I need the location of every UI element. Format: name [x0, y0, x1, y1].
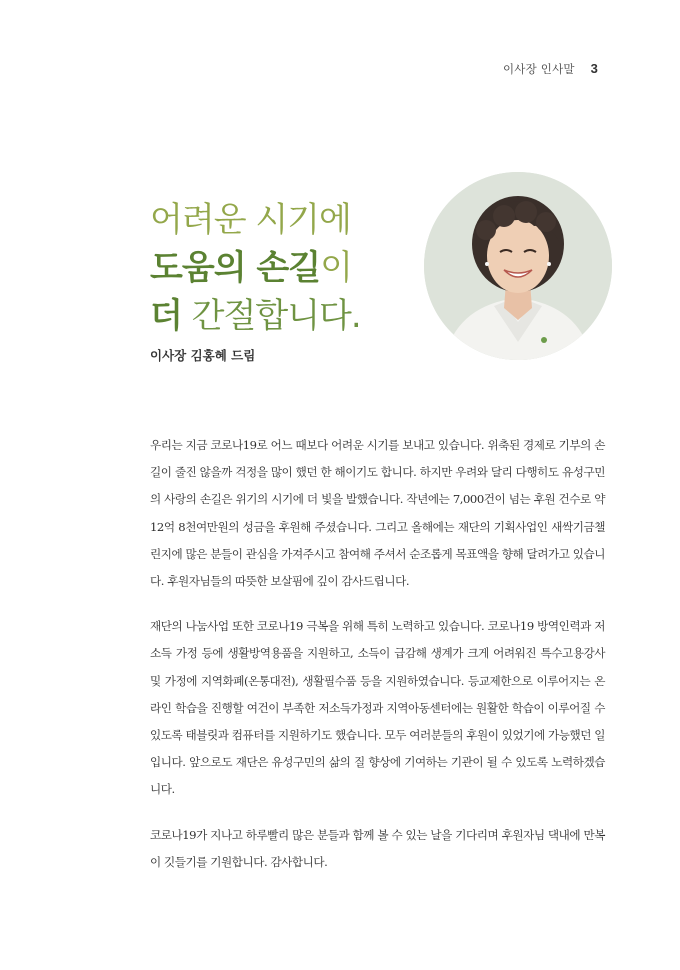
headline-line-1: 어려운 시기에	[150, 200, 351, 240]
headline-line-3	[150, 292, 361, 340]
signature: 이사장 김홍혜 드림	[150, 348, 256, 363]
headline-line-3-bold: 더	[150, 296, 182, 336]
paragraph-1: 우리는 지금 코로나19로 어느 때보다 어려운 시기를 보내고 있습니다. 위축된 경제로 기부의 손길이 줄진 않을까 걱정을 많이 했던 한 해이기도 합니다. 하지만 우려와 달리 다행히도 유성구민의 사랑의 손길은 위기의 시기에 더 빛을 발했습니다. 작년에는 7,000건이 넘는 후원 건수로 약 12억 8천여만원의 성금을 후원해 주셨습니다. 그리고 올해에는 재단의 기획사업인 새싹기금챌린지에 많은 분들이 관심을 가져주시고 참여해 주셔서 순조롭게 목표액을 향해 달려가고 있습니다. 후원자님들의 따뜻한 보살핌에 깊이 감사드립니다.	[150, 438, 605, 589]
portrait-illustration	[424, 172, 612, 360]
paragraph-2: 재단의 나눔사업 또한 코로나19 극복을 위해 특히 노력하고 있습니다. 코로나19 방역인력과 저소득 가정 등에 생활방역용품을 지원하고, 소득이 급감해 생계가 크게 어려워진 특수고용강사 및 가정에 지역화폐(온통대전), 생활필수품 등을 지원하였습니다. 등교제한으로 이루어지는 온라인 학습을 진행할 여건이 부족한 저소득가정과 지역아동센터에는 원활한 학습이 이루어질 수 있도록 태블릿과 컴퓨터를 지원하기도 했습니다. 모두 여러분들의 후원이 있었기에 가능했던 일입니다. 앞으로도 재단은 유성구민의 삶의 질 향상에 기여하는 기관이 될 수 있도록 노력하겠습니다.	[150, 619, 605, 797]
running-header	[503, 61, 598, 77]
paragraph-3: 코로나19가 지나고 하루빨리 많은 분들과 함께 볼 수 있는 날을 기다리며 후원자님 댁내에 만복이 깃들기를 기원합니다. 감사합니다.	[150, 827, 605, 869]
headline	[150, 196, 361, 340]
headline-line-2-bold: 도움의 손길	[150, 248, 321, 288]
greeting-body	[150, 432, 605, 894]
page-number: 3	[590, 61, 598, 76]
section-title: 이사장 인사말	[502, 62, 575, 76]
chairperson-portrait	[424, 172, 612, 360]
headline-line-3-rest: 간절합니다.	[181, 296, 361, 336]
headline-line-2-rest: 이	[320, 248, 352, 288]
headline-line-2	[150, 244, 361, 292]
